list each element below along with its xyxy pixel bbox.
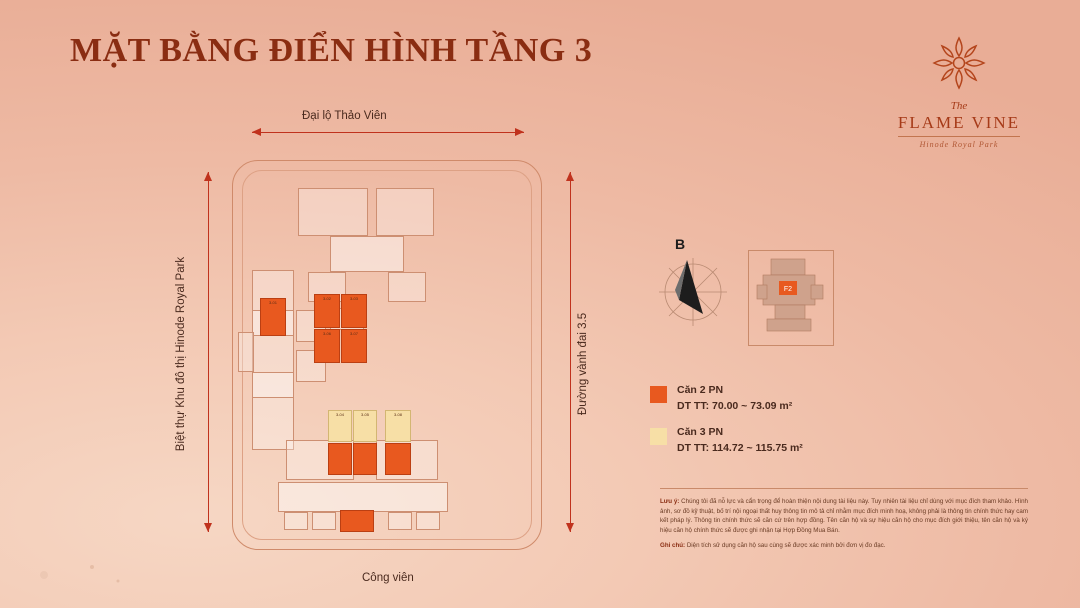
- legend-area-2pn: DT TT: 70.00 ~ 73.09 m²: [677, 400, 793, 412]
- unit-lower-a[interactable]: [328, 443, 352, 475]
- decorative-specks: [30, 555, 150, 595]
- plan-block: [312, 512, 336, 530]
- dimension-arrow-top: [252, 132, 524, 133]
- notes-divider: [660, 488, 1028, 489]
- unit-label: 3-04: [335, 412, 344, 417]
- floor-plan-diagram: [175, 110, 600, 590]
- note-label: Lưu ý:: [660, 498, 680, 505]
- plan-bottom-label: Công viên: [362, 572, 414, 584]
- unit-3-05[interactable]: [353, 410, 377, 442]
- plan-block: [252, 372, 294, 398]
- unit-3-07[interactable]: [341, 329, 367, 363]
- notes-block: [660, 488, 1028, 557]
- ghichu-text: Diện tích sử dụng căn hộ sau cùng sẽ được xác minh bởi đơn vị đo đạc.: [686, 542, 886, 550]
- brand-subtitle: Hinode Royal Park: [919, 140, 999, 149]
- unit-lower-b[interactable]: [353, 443, 377, 475]
- unit-lower-c[interactable]: [385, 443, 411, 475]
- plan-block: [416, 512, 440, 530]
- unit-3-04[interactable]: [328, 410, 352, 442]
- plan-right-label: Đường vành đai 3.5: [577, 312, 590, 416]
- legend-swatch-2pn: [650, 386, 667, 403]
- legend-area-3pn: DT TT: 114.72 ~ 115.75 m²: [677, 442, 803, 454]
- legend-title-3pn: Căn 3 PN: [677, 426, 724, 438]
- plan-block: [388, 512, 412, 530]
- plan-block: [298, 188, 368, 236]
- brand-name: FLAME VINE: [897, 113, 1021, 132]
- compass-rose-icon: [645, 236, 755, 340]
- compass-north-label: B: [675, 236, 686, 252]
- dimension-arrow-left: [208, 172, 209, 532]
- unit-label: 3-05: [360, 412, 369, 417]
- legend-swatch-3pn: [650, 428, 667, 445]
- unit-3-08[interactable]: [385, 410, 411, 442]
- unit-3-01[interactable]: [260, 298, 286, 336]
- brand-the: The: [950, 100, 968, 112]
- plan-block: [376, 188, 434, 236]
- flame-vine-emblem-icon: [884, 30, 1034, 96]
- unit-lower-d[interactable]: [340, 510, 374, 532]
- legend-title-2pn: Căn 2 PN: [677, 384, 724, 396]
- unit-label: 3-02: [322, 296, 331, 301]
- note-text: Chúng tôi đã nỗ lực và cẩn trọng để hoàn thiện nội dung tài liệu này. Tuy nhiên tài liệu chỉ dùng với mục đích tham khảo. Hình ảnh, sơ đồ kỹ thuật, bố trí nội ngoại thất huy thông tin mô tả chỉ nhằm mục đích minh hoạ, không phải là thông tin chính thức hay cam kết pháp lý. Thông tin chính thức sẽ căn cứ trên hợp đồng. Tên căn hộ và sự hiệu căn hộ cho mục đích giới thiệu, tên căn hộ và ký hiệu căn hộ chính thức sẽ được ghi nhận tại Hợp Đồng Mua Bán.: [660, 498, 1028, 534]
- note-paragraph: [660, 497, 1028, 535]
- legend-item-3pn: [650, 426, 1040, 454]
- plan-left-label: Biệt thự Khu đô thị Hinode Royal Park: [175, 256, 188, 452]
- unit-3-03[interactable]: [341, 294, 367, 328]
- unit-3-02[interactable]: [314, 294, 340, 328]
- ghichu-paragraph: [660, 541, 1028, 551]
- unit-label: 3-01: [268, 300, 277, 305]
- plan-block: [330, 236, 404, 272]
- brand-logo: [884, 30, 1034, 149]
- unit-label: 3-03: [349, 296, 358, 301]
- legend-item-2pn: [650, 384, 1040, 412]
- unit-label: 3-06: [322, 331, 331, 336]
- brand-divider: [898, 136, 1020, 137]
- plan-block: [278, 482, 448, 512]
- dimension-arrow-right: [570, 172, 571, 532]
- plan-block: [252, 270, 294, 450]
- unit-label: 3-07: [349, 331, 358, 336]
- plan-top-label: Đại lộ Thảo Viên: [302, 110, 387, 122]
- legend: [650, 384, 1040, 468]
- plan-block: [238, 332, 254, 372]
- key-plan-icon: [748, 250, 834, 346]
- unit-3-06[interactable]: [314, 329, 340, 363]
- plan-block: [388, 272, 426, 302]
- page-title: MẶT BẰNG ĐIỂN HÌNH TẦNG 3: [70, 32, 593, 69]
- plan-block: [284, 512, 308, 530]
- unit-label: 3-08: [393, 412, 402, 417]
- ghichu-label: Ghi chú:: [660, 542, 686, 550]
- svg-text:F2: F2: [783, 286, 793, 293]
